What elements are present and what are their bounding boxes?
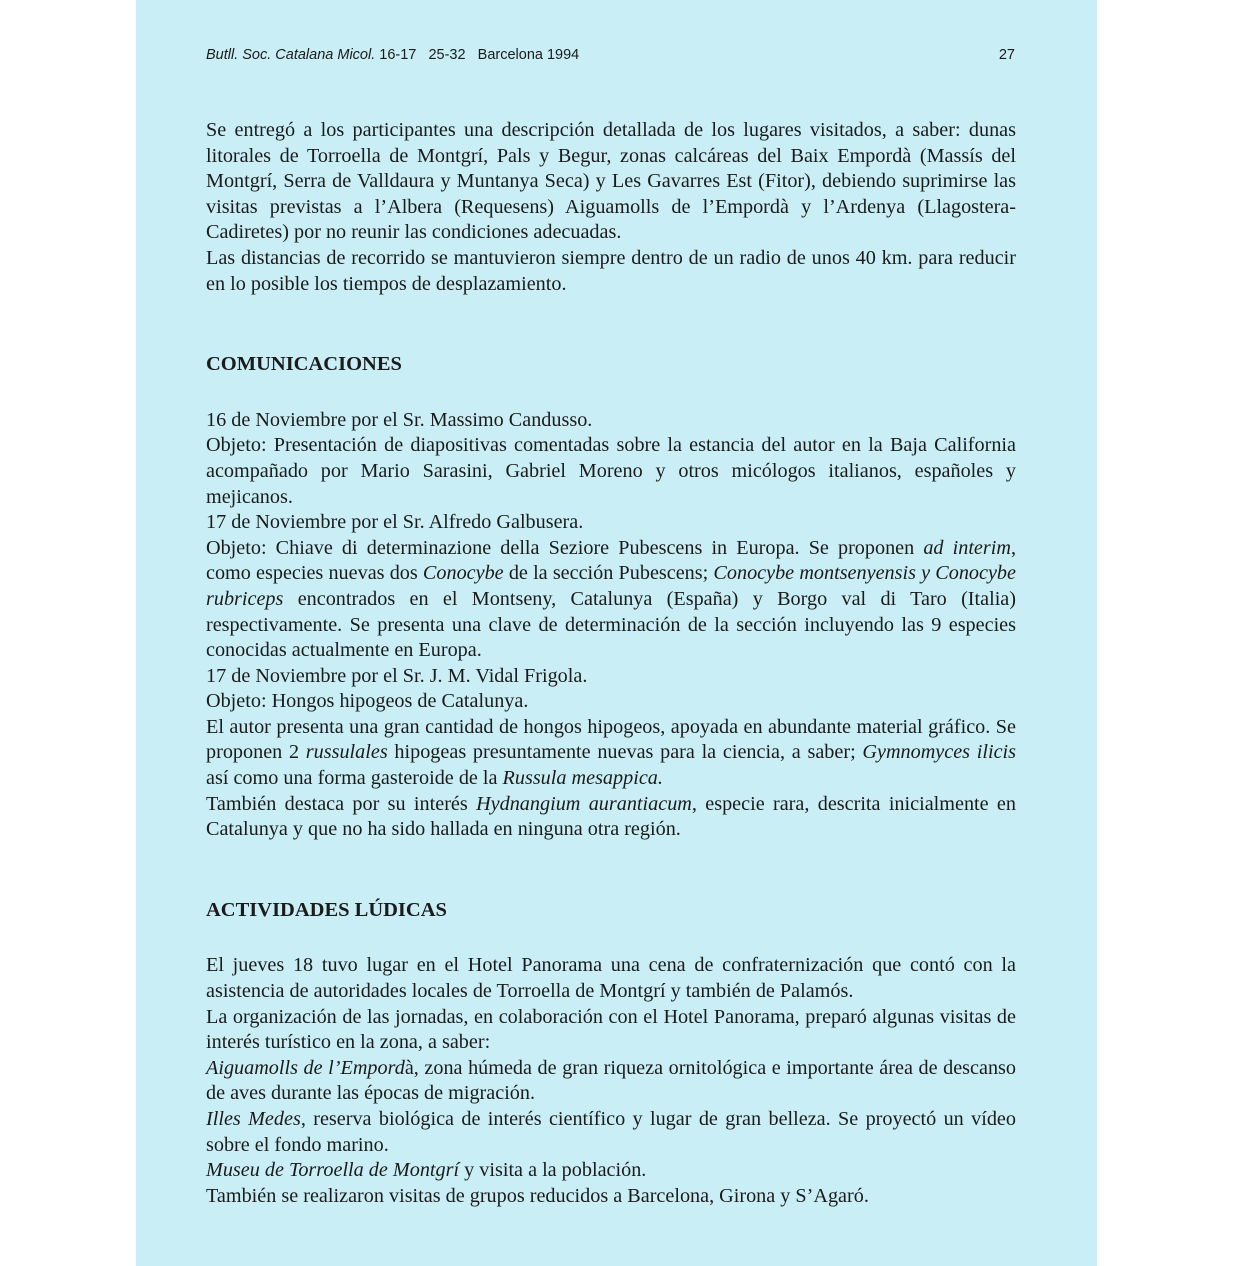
journal-name: Butll. Soc. Catalana Micol.	[206, 47, 376, 63]
intro-paragraph-2: Las distancias de recorrido se mantuvieron siempre dentro de un radio de unos 40 km. para reducir en lo posible los tiempos de desplazamiento.	[206, 246, 1016, 295]
ludicas-paragraph-3: Aiguamolls de l’Empordà, zona húmeda de gran riqueza ornitológica e importante área de descanso de aves durante las épocas de migración.	[206, 1056, 1016, 1105]
ludicas-paragraph-1: El jueves 18 tuvo lugar en el Hotel Panorama una cena de confraternización que contó con la asistencia de autoridades locales de Torroella de Montgrí y también de Palamós.	[206, 954, 1016, 1003]
page-number: 27	[998, 47, 1015, 63]
ludicas-paragraph-4: Illes Medes, reserva biológica de interés científico y lugar de gran belleza. Se proyectó un vídeo sobre el fondo marino.	[206, 1108, 1016, 1156]
running-header	[206, 47, 1015, 71]
intro-paragraph-1: Se entregó a los participantes una descripción detallada de los lugares visitados, a saber: dunas litorales de Torroella de Montgrí, Pals y Begur, zonas calcáreas del Baix Empordà (Massís del Montgrí, Serra de Valldaura y Muntanya Seca) y Les Gavarres Est (Fitor), debiendo suprimirse las visitas previstas a l’Albera (Requesens) Aiguamolls de l’Empordà y l’Ardenya (Llagostera-Cadiretes) por no reunir las condiciones adecuadas.	[206, 119, 1016, 244]
document-page	[136, 0, 1097, 1266]
journal-pages: 25-32	[428, 47, 466, 63]
communication-3-paragraph-2: También destaca por su interés Hydnangium aurantiacum, especie rara, descrita inicialmente en Catalunya y que no ha sido hallada en ninguna otra región.	[206, 792, 1016, 841]
journal-reference	[206, 47, 579, 63]
communication-3-object: Objeto: Hongos hipogeos de Catalunya.	[206, 690, 529, 713]
section-title-comunicaciones: COMUNICACIONES	[206, 353, 402, 376]
ludicas-paragraph-5: Museu de Torroella de Montgrí y visita a la población.	[206, 1159, 647, 1182]
communication-2-date: 17 de Noviembre por el Sr. Alfredo Galbusera.	[206, 511, 584, 534]
body-text	[206, 118, 1016, 1209]
journal-place-year: Barcelona 1994	[477, 47, 580, 63]
ludicas-paragraph-6: También se realizaron visitas de grupos reducidos a Barcelona, Girona y S’Agaró.	[206, 1184, 869, 1207]
communication-2-object: Objeto: Chiave di determinazione della Seziore Pubescens in Europa. Se proponen ad interim, como especies nuevas dos Conocybe de la sección Pubescens; Conocybe montsenyensis y Conocybe rubriceps encontrados en el Montseny, Catalunya (España) y Borgo val di Taro (Italia) respectivamente. Se presenta una clave de determinación de la sección incluyendo las 9 especies conocidas actualmente en Europa.	[206, 536, 1016, 662]
section-title-actividades-ludicas: ACTIVIDADES LÚDICAS	[206, 898, 447, 921]
communication-1-date: 16 de Noviembre por el Sr. Massimo Candusso.	[206, 408, 593, 431]
communication-3-paragraph-1: El autor presenta una gran cantidad de hongos hipogeos, apoyada en abundante material gráfico. Se proponen 2 russulales hipogeas presuntamente nuevas para la ciencia, a saber; Gymnomyces ilicis así como una forma gasteroide de la Russula mesappica.	[206, 715, 1017, 790]
ludicas-paragraph-2: La organización de las jornadas, en colaboración con el Hotel Panorama, preparó algunas visitas de interés turístico en la zona, a saber:	[206, 1005, 1016, 1054]
communication-1-object: Objeto: Presentación de diapositivas comentadas sobre la estancia del autor en la Baja California acompañado por Mario Sarasini, Gabriel Moreno y otros micólogos italianos, españoles y mejicanos.	[206, 434, 1016, 508]
communication-3-date: 17 de Noviembre por el Sr. J. M. Vidal Frigola.	[206, 664, 588, 687]
journal-volume: 16-17	[379, 47, 417, 63]
